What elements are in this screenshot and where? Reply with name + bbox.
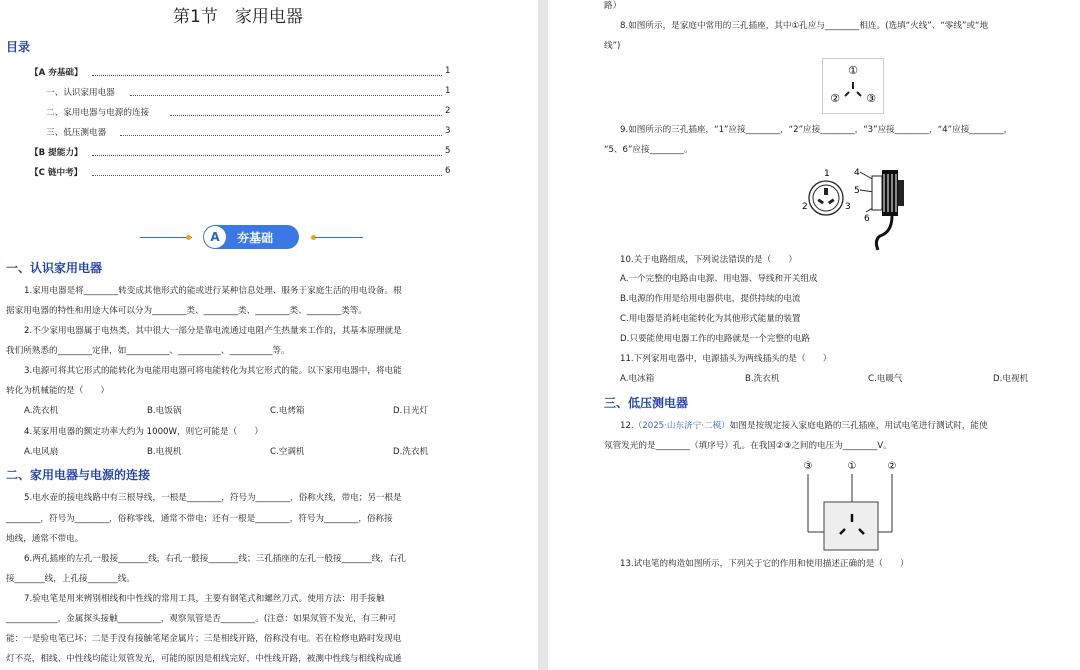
option[interactable]: D.只要能使用电器工作的电路就是一个完整的电路 [620,334,810,344]
q3-line1: 3.电源可将其它形式的能转化为电能用电器可将电能转化为其它形式的能。以下家用电器中，将电能 [24,366,402,376]
toc-heading: 目录 [6,40,31,54]
pin-label: 2 [802,202,808,212]
q2-line2: 我们所熟悉的________定律，如__________、__________、__________等。 [6,346,290,356]
toc-page: 2 [445,106,451,116]
toc-item-sec1[interactable]: 一、认识家用电器 [46,88,115,98]
q7-line4: 灯不亮，相线、中性线均能让氖管发光，可能的原因是相线完好，中性线开路，被测中性线与相线构成通 [6,654,402,664]
hole-label: ① [847,461,857,472]
q7-line1: 7.验电笔是用来辨别相线和中性线的常用工具，主要有钢笔式和螺丝刀式。使用方法：用手接触 [24,594,385,604]
toc-page: 5 [445,146,451,156]
q11-line: 11.下列家用电器中，电源插头为两线插头的是（ ） [620,354,832,364]
socket-figure-q8 [822,58,884,114]
socket-plug-figure-q9 [796,160,912,252]
q12-text: 如图是按规定接入家庭电路的三孔插座，用试电笔进行测试时，能使 [729,421,988,431]
option[interactable]: B.电饭锅 [147,406,182,416]
option[interactable]: B.洗衣机 [745,374,780,384]
hole-label: ③ [803,461,813,472]
q9-line2: “5、6”应接________。 [604,145,693,155]
q12-source: （2025·山东济宁·二模） [633,421,730,431]
q8-line1: 8.如图所示，是家庭中常用的三孔插座，其中①孔应与________相连。(选填“火线”、“零线”或“地 [620,21,989,31]
option[interactable]: B.电源的作用是给用电器供电，提供持续的电流 [620,294,801,304]
q13-line: 13.试电笔的构造如图所示，下列关于它的作用和使用描述正确的是（ ） [620,559,909,569]
section-heading: 三、低压测电器 [604,396,689,410]
left-page [0,0,538,670]
q1-line1: 1.家用电器是将________转变成其他形式的能或进行某种信息处理、服务于家庭生活的用电设备。根 [24,286,402,296]
q7-line3: 能：一是验电笔已坏；二是手没有接触笔尾金属片；三是相线开路，俗称没有电。若在检修电路时发现电 [6,634,402,644]
option[interactable]: A.洗衣机 [24,406,59,416]
hole-label: ③ [866,92,876,105]
q5-line3: 地线，通常不带电。 [6,534,84,544]
q10-line: 10.关于电路组成，下列说法错误的是（ ） [620,255,797,265]
banner-letter: A [204,226,226,248]
socket-diagram [822,58,884,114]
q3-line2: 转化为机械能的是（ ） [6,386,110,396]
q5-line2: ________，符号为________，俗称零线，通常不带电；还有一根是________，符号为________，俗称接 [6,514,393,524]
toc-page: 1 [445,86,451,96]
socket-plug-diagram [796,160,912,252]
q6-line2: 接_______线，上孔接_______线。 [6,574,135,584]
q5-line1: 5.电水壶的接电线路中有三根导线，一根是________，符号为________，俗称火线，带电；另一根是 [24,493,402,503]
hole-label: ② [887,461,897,472]
section-heading: 二、家用电器与电源的连接 [6,468,151,482]
option[interactable]: A.一个完整的电路由电源、用电器、导线和开关组成 [620,274,818,284]
q7-line2: ____________，金属探头接触__________，观察氖管是否________。(注意：如果氖管不发光，有三种可 [6,614,397,624]
toc-page: 6 [445,166,451,176]
q9-line1: 9.如图所示的三孔插座，“1”应接________，“2”应接________，“3”应接________，“4”应接________， [620,125,1013,135]
toc-item-a[interactable]: 【A 夯基础】 [30,68,83,78]
toc-item-c[interactable]: 【C 链中考】 [30,168,83,178]
option[interactable]: A.电冰箱 [620,374,655,384]
socket-wiring-diagram [796,456,904,552]
option[interactable]: C.用电器是消耗电能转化为其他形式能量的装置 [620,314,801,324]
q2-line1: 2.不少家用电器属于电热类，其中很大一部分是靠电流通过电阻产生热量来工作的，其基本原理就是 [24,326,402,336]
pin-label: 3 [845,202,851,212]
q1-line2: 据家用电器的特性和用途大体可以分为________类、________类、________类、________类等。 [6,306,367,316]
section-heading: 一、认识家用电器 [6,261,103,275]
option[interactable]: C.电烤箱 [270,406,305,416]
option[interactable]: C.电暖气 [868,374,903,384]
q12-number: 12. [620,421,634,431]
q6-line1: 6.两孔插座的左孔一般接_______线，右孔一般接_______线；三孔插座的左孔一般接_______线，右孔 [24,554,407,564]
toc-item-sec2[interactable]: 二、家用电器与电源的连接 [46,108,150,118]
q4-line: 4.某家用电器的额定功率大约为 1000W，则它可能是（ ） [24,427,263,437]
option[interactable]: B.电视机 [147,447,182,457]
right-page [548,0,1080,670]
pin-label: 4 [854,168,860,178]
continued-fragment: 路） [604,1,622,11]
option[interactable]: D.电视机 [993,374,1029,384]
toc-page: 3 [445,126,451,136]
pin-label: 5 [854,186,860,196]
q12-line2: 氖管发光的是________（填序号）孔。在我国②③之间的电压为________V。 [604,441,892,451]
option[interactable]: D.日光灯 [393,406,429,416]
option[interactable]: D.洗衣机 [393,447,429,457]
toc-item-b[interactable]: 【B 提能力】 [30,148,83,158]
socket-figure-q12 [796,456,904,552]
hole-label: ① [848,64,858,77]
pin-label: 6 [864,214,870,224]
pin-label: 1 [824,169,830,179]
option[interactable]: C.空调机 [270,447,305,457]
toc-page: 1 [445,66,451,76]
page-title: 第1节 家用电器 [173,7,303,27]
q12-line1 [620,420,988,432]
toc-item-sec3[interactable]: 三、低压测电器 [46,128,107,138]
q8-line2: 线”) [604,41,621,51]
banner-text: 夯基础 [237,231,274,245]
option[interactable]: A.电风扇 [24,447,59,457]
hole-label: ② [830,92,840,105]
